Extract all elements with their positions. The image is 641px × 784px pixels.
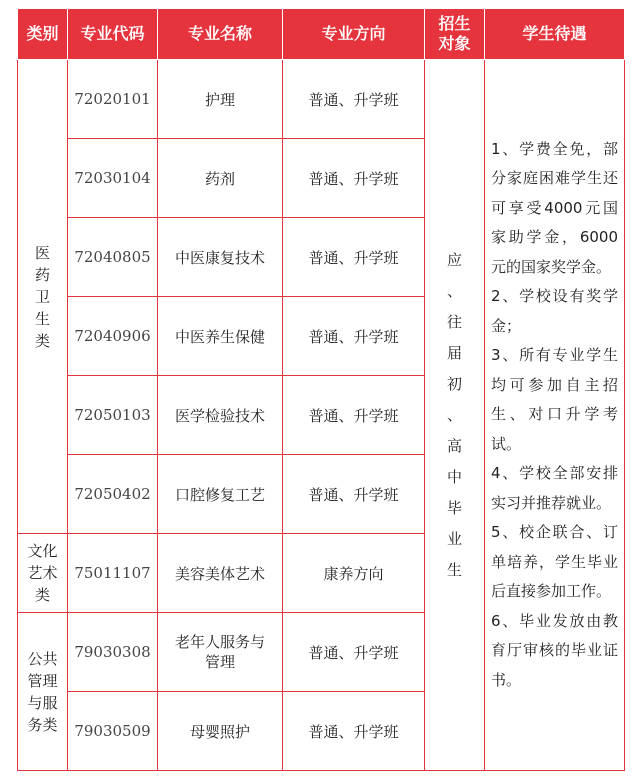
enrollment-table xyxy=(17,8,625,771)
benefit-item: 4、学校全部安排实习并推荐就业。 xyxy=(491,464,618,512)
name-cell: 护理 xyxy=(158,60,283,139)
code-cell: 75011107 xyxy=(68,534,158,613)
code-cell: 79030308 xyxy=(68,613,158,692)
name-cell: 中医康复技术 xyxy=(158,218,283,297)
code-cell: 72030104 xyxy=(68,139,158,218)
header-target xyxy=(425,9,485,60)
name-cell: 老年人服务与管理 xyxy=(158,613,283,692)
benefit-item: 1、学费全免，部分家庭困难学生还可享受4000元国家助学金，6000元的国家奖学金。 xyxy=(491,139,618,276)
table-row xyxy=(18,60,625,139)
name-cell: 美容美体艺术 xyxy=(158,534,283,613)
header-benefits: 学生待遇 xyxy=(485,9,625,60)
direction-cell: 普通、升学班 xyxy=(283,139,425,218)
direction-cell: 普通、升学班 xyxy=(283,455,425,534)
direction-cell: 普通、升学班 xyxy=(283,613,425,692)
code-cell: 72040805 xyxy=(68,218,158,297)
direction-cell: 普通、升学班 xyxy=(283,297,425,376)
direction-cell: 普通、升学班 xyxy=(283,376,425,455)
target-cell: 应 、 往 届 初 、 高 中 毕 业 生 xyxy=(425,60,485,771)
benefit-item: 3、所有专业学生均可参加自主招生、对口升学考试。 xyxy=(491,346,618,453)
header-code: 专业代码 xyxy=(68,9,158,60)
code-cell: 72040906 xyxy=(68,297,158,376)
header-direction: 专业方向 xyxy=(283,9,425,60)
code-cell: 72050402 xyxy=(68,455,158,534)
header-name: 专业名称 xyxy=(158,9,283,60)
code-cell: 79030509 xyxy=(68,692,158,771)
direction-cell: 普通、升学班 xyxy=(283,692,425,771)
header-category: 类别 xyxy=(18,9,68,60)
name-cell: 口腔修复工艺 xyxy=(158,455,283,534)
name-cell: 医学检验技术 xyxy=(158,376,283,455)
name-cell: 药剂 xyxy=(158,139,283,218)
benefit-item: 2、学校设有奖学金； xyxy=(491,287,618,335)
direction-cell: 康养方向 xyxy=(283,534,425,613)
code-cell: 72020101 xyxy=(68,60,158,139)
category-medical: 医 药 卫 生 类 xyxy=(18,60,68,534)
benefit-item: 5、校企联合、订单培养，学生毕业后直接参加工作。 xyxy=(491,523,618,601)
header-target-line2: 对象 xyxy=(438,34,471,53)
code-cell: 72050103 xyxy=(68,376,158,455)
direction-cell: 普通、升学班 xyxy=(283,60,425,139)
name-cell: 母婴照护 xyxy=(158,692,283,771)
category-public: 公共 管理 与服 务类 xyxy=(18,613,68,771)
category-arts: 文化 艺术 类 xyxy=(18,534,68,613)
name-cell: 中医养生保健 xyxy=(158,297,283,376)
benefit-item: 6、毕业发放由教育厅审核的毕业证书。 xyxy=(491,611,618,689)
benefits-cell xyxy=(485,60,625,771)
direction-cell: 普通、升学班 xyxy=(283,218,425,297)
header-row xyxy=(18,9,625,60)
header-target-line1: 招生 xyxy=(438,14,471,33)
